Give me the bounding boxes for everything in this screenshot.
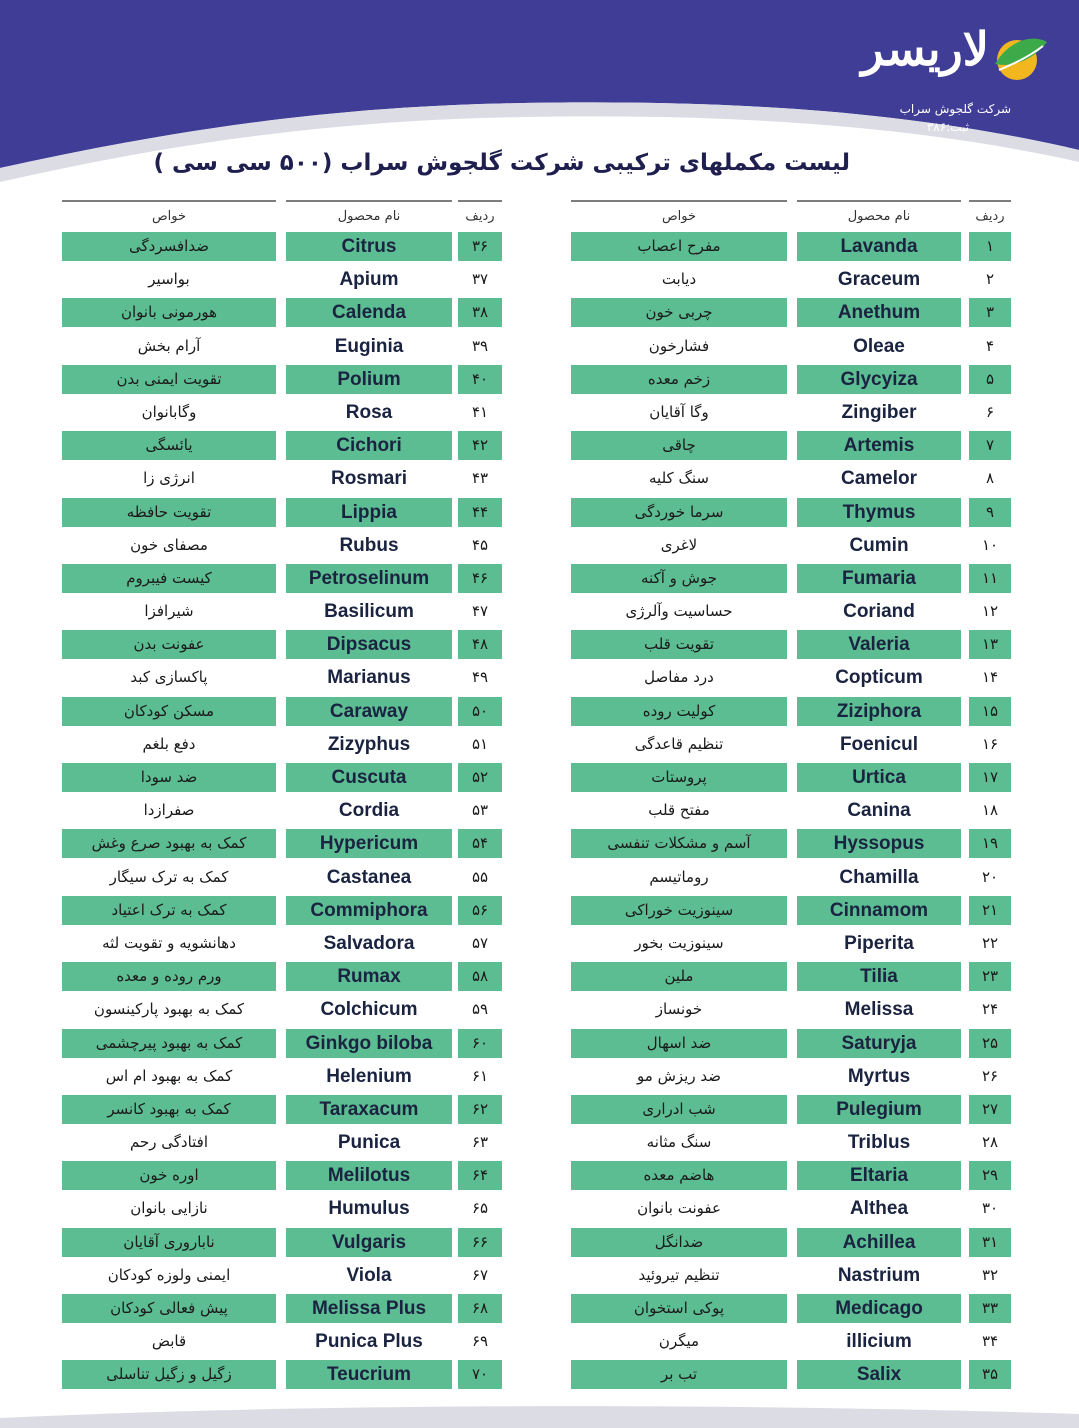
product-name: Ginkgo biloba <box>286 1029 452 1058</box>
product-name: Althea <box>849 1198 909 1220</box>
row-number: ۴۳ <box>471 469 489 488</box>
product-name: Polium <box>286 365 452 394</box>
product-name: Myrtus <box>847 1065 911 1087</box>
product-properties: تب بر <box>571 1360 787 1389</box>
product-name: Urtica <box>797 763 961 792</box>
product-properties: پیش فعالی کودکان <box>62 1294 276 1323</box>
row-number: ۳۷ <box>471 270 489 289</box>
row-number: ۴۵ <box>471 535 489 554</box>
product-name: Hypericum <box>286 829 452 858</box>
product-name: Apium <box>339 269 399 291</box>
row-number: ۵۳ <box>471 801 489 820</box>
product-properties: کمک به بهبود پیرچشمی <box>62 1029 276 1058</box>
product-name: Rosa <box>345 401 393 423</box>
product-properties: میگرن <box>658 1332 700 1351</box>
product-properties: کولیت روده <box>571 697 787 726</box>
product-properties: ناباروری آقایان <box>62 1228 276 1257</box>
row-number: ۵۱ <box>471 734 489 753</box>
row-number: ۲ <box>985 270 995 289</box>
product-properties: صفرازدا <box>143 801 195 820</box>
header-product-name: نام محصول <box>286 200 452 228</box>
product-name: Valeria <box>797 630 961 659</box>
product-name: Euginia <box>334 335 404 357</box>
product-name: Rosmari <box>330 468 408 490</box>
page-title: لیست مکملهای ترکیبی شرکت گلجوش سراب (۵۰۰ سی سی ) <box>153 150 850 176</box>
row-number: ۶۷ <box>471 1265 489 1284</box>
row-number: ۴۶ <box>458 564 502 593</box>
product-name: Medicago <box>797 1294 961 1323</box>
product-properties: تقویت حافظه <box>62 498 276 527</box>
row-number: ۴ <box>985 336 995 355</box>
row-number: ۶۲ <box>458 1095 502 1124</box>
product-name: Petroselinum <box>286 564 452 593</box>
product-properties: پروستات <box>571 763 787 792</box>
product-properties: سنگ کلیه <box>649 469 709 488</box>
row-number: ۳۲ <box>981 1265 999 1284</box>
product-properties: وگابانوان <box>141 402 197 421</box>
row-number: ۵۲ <box>458 763 502 792</box>
product-name: Colchicum <box>320 999 418 1021</box>
product-properties: ورم روده و معده <box>62 962 276 991</box>
product-properties: ضد ریزش مو <box>637 1066 721 1085</box>
row-number: ۶۹ <box>471 1332 489 1351</box>
product-properties: ضدانگل <box>571 1228 787 1257</box>
row-number: ۵ <box>969 365 1011 394</box>
product-properties: کمک به ترک اعتیاد <box>62 896 276 925</box>
product-properties: چربی خون <box>571 298 787 327</box>
product-name: Taraxacum <box>286 1095 452 1124</box>
product-name: Piperita <box>844 932 914 954</box>
product-name: Lippia <box>286 498 452 527</box>
product-properties: لاغری <box>660 535 698 554</box>
row-number: ۱۷ <box>969 763 1011 792</box>
product-properties: عفونت بانوان <box>637 1199 721 1218</box>
product-properties: افتادگی رحم <box>129 1133 209 1152</box>
row-number: ۴۰ <box>458 365 502 394</box>
product-properties: هاضم معده <box>571 1161 787 1190</box>
product-properties: آرام بخش <box>137 336 201 355</box>
product-properties: کمک به ترک سیگار <box>109 867 229 886</box>
row-number: ۲۰ <box>981 867 999 886</box>
row-number: ۶۴ <box>458 1161 502 1190</box>
product-properties: وگا آقایان <box>649 402 709 421</box>
product-properties: کمک به بهبود ام اس <box>105 1066 233 1085</box>
product-name: Basilicum <box>324 601 414 623</box>
footer-wave <box>0 1400 1079 1428</box>
row-number: ۱۳ <box>969 630 1011 659</box>
product-properties: دهانشویه و تقویت لثه <box>102 933 236 952</box>
product-properties: تقویت قلب <box>571 630 787 659</box>
product-properties: شیرافزا <box>144 602 194 621</box>
product-name: Viola <box>346 1264 392 1286</box>
row-number: ۷۰ <box>458 1360 502 1389</box>
row-number: ۴۲ <box>458 431 502 460</box>
row-number: ۵۰ <box>458 697 502 726</box>
row-number: ۴۹ <box>471 668 489 687</box>
product-name: Marianus <box>327 667 411 689</box>
row-number: ۴۷ <box>471 602 489 621</box>
product-name: Humulus <box>328 1198 410 1220</box>
row-number: ۱۸ <box>981 801 999 820</box>
product-properties: سینوزیت بخور <box>634 933 724 952</box>
row-number: ۱۲ <box>981 602 999 621</box>
product-properties: مصفای خون <box>130 535 208 554</box>
product-properties: آسم و مشکلات تنفسی <box>571 829 787 858</box>
row-number: ۱۱ <box>969 564 1011 593</box>
product-properties: ضد اسهال <box>571 1029 787 1058</box>
company-name: شرکت گلجوش سراب <box>899 102 1011 116</box>
product-name: Cinnamom <box>797 896 961 925</box>
registration-number: ثبت:۳۸۶ <box>926 120 969 134</box>
header-properties: خواص <box>62 200 276 228</box>
row-number: ۵۷ <box>471 933 489 952</box>
row-number: ۵۵ <box>471 867 489 886</box>
row-number: ۷ <box>969 431 1011 460</box>
product-name: Punica <box>337 1132 401 1154</box>
product-name: Rumax <box>286 962 452 991</box>
product-name: Artemis <box>797 431 961 460</box>
product-name: Vulgaris <box>286 1228 452 1257</box>
product-properties: زگیل و زگیل تناسلی <box>62 1360 276 1389</box>
product-name: Glycyiza <box>797 365 961 394</box>
product-name: Copticum <box>835 667 923 689</box>
row-number: ۲۲ <box>981 933 999 952</box>
product-properties: خونساز <box>655 1000 703 1019</box>
product-name: Canina <box>847 800 911 822</box>
product-name: Helenium <box>326 1065 412 1087</box>
product-name: Caraway <box>286 697 452 726</box>
row-number: ۲۳ <box>969 962 1011 991</box>
product-name: Graceum <box>837 269 921 291</box>
leaf-logo-icon <box>987 24 1051 88</box>
row-number: ۸ <box>985 469 995 488</box>
row-number: ۱۵ <box>969 697 1011 726</box>
product-name: Cumin <box>849 534 909 556</box>
product-name: Salix <box>797 1360 961 1389</box>
product-properties: مفتح قلب <box>648 801 710 820</box>
row-number: ۲۱ <box>969 896 1011 925</box>
product-name: Melilotus <box>286 1161 452 1190</box>
product-name: Anethum <box>797 298 961 327</box>
product-properties: ایمنی ولوزه کودکان <box>107 1265 231 1284</box>
row-number: ۶۳ <box>471 1133 489 1152</box>
product-properties: قابض <box>151 1332 187 1351</box>
product-name: Castanea <box>326 866 412 888</box>
product-properties: یائسگی <box>62 431 276 460</box>
product-name: Teucrium <box>286 1360 452 1389</box>
product-properties: ضدافسردگی <box>62 232 276 261</box>
product-properties: فشارخون <box>648 336 710 355</box>
row-number: ۲۶ <box>981 1066 999 1085</box>
product-properties: نازایی بانوان <box>130 1199 208 1218</box>
row-number: ۳۳ <box>969 1294 1011 1323</box>
product-name: Pulegium <box>797 1095 961 1124</box>
row-number: ۱۰ <box>981 535 999 554</box>
row-number: ۳۵ <box>969 1360 1011 1389</box>
brand-name: لاریسر <box>861 22 989 76</box>
header-row-number: ردیف <box>969 200 1011 228</box>
row-number: ۶۵ <box>471 1199 489 1218</box>
row-number: ۲۸ <box>981 1133 999 1152</box>
row-number: ۳۱ <box>969 1228 1011 1257</box>
product-name: Lavanda <box>797 232 961 261</box>
product-name: illicium <box>846 1331 912 1353</box>
product-name: Tilia <box>797 962 961 991</box>
product-name: Punica Plus <box>315 1331 423 1353</box>
product-properties: تقویت ایمنی بدن <box>62 365 276 394</box>
product-properties: مفرح اعصاب <box>571 232 787 261</box>
product-properties: روماتیسم <box>649 867 709 886</box>
product-name: Rubus <box>339 534 399 556</box>
row-number: ۲۴ <box>981 1000 999 1019</box>
product-name: Saturyja <box>797 1029 961 1058</box>
product-properties: سینوزیت خوراکی <box>571 896 787 925</box>
product-name: Cuscuta <box>286 763 452 792</box>
row-number: ۵۴ <box>458 829 502 858</box>
product-name: Zizyphus <box>327 733 411 755</box>
product-properties: تنظیم تیروئید <box>638 1265 720 1284</box>
product-name: Zingiber <box>841 401 917 423</box>
row-number: ۳ <box>969 298 1011 327</box>
product-properties: انرژی زا <box>143 469 195 488</box>
product-properties: دیابت <box>661 270 697 289</box>
product-name: Coriand <box>843 601 915 623</box>
brand-logo <box>851 12 1051 132</box>
row-number: ۳۴ <box>981 1332 999 1351</box>
row-number: ۲۹ <box>969 1161 1011 1190</box>
product-name: Nastrium <box>837 1264 921 1286</box>
row-number: ۹ <box>969 498 1011 527</box>
product-name: Hyssopus <box>797 829 961 858</box>
product-properties: پاکسازی کبد <box>130 668 208 687</box>
product-properties: جوش و آکنه <box>571 564 787 593</box>
row-number: ۶۶ <box>458 1228 502 1257</box>
row-number: ۵۹ <box>471 1000 489 1019</box>
product-name: Salvadora <box>323 932 415 954</box>
row-number: ۴۴ <box>458 498 502 527</box>
product-properties: سرما خوردگی <box>571 498 787 527</box>
product-properties: چاقی <box>571 431 787 460</box>
product-properties: درد مفاصل <box>644 668 714 687</box>
product-name: Calenda <box>286 298 452 327</box>
row-number: ۳۸ <box>458 298 502 327</box>
product-properties: ملین <box>571 962 787 991</box>
product-name: Foenicul <box>839 733 919 755</box>
row-number: ۳۹ <box>471 336 489 355</box>
product-name: Commiphora <box>286 896 452 925</box>
product-properties: کمک به بهبود پارکینسون <box>93 1000 245 1019</box>
row-number: ۶۸ <box>458 1294 502 1323</box>
row-number: ۱۴ <box>981 668 999 687</box>
product-name: Cordia <box>338 800 400 822</box>
product-name: Camelor <box>840 468 918 490</box>
product-name: Triblus <box>847 1132 911 1154</box>
product-properties: شب ادراری <box>571 1095 787 1124</box>
product-properties: بواسیر <box>148 270 190 289</box>
product-name: Citrus <box>286 232 452 261</box>
row-number: ۶ <box>985 402 995 421</box>
row-number: ۲۵ <box>969 1029 1011 1058</box>
product-name: Achillea <box>797 1228 961 1257</box>
row-number: ۵۶ <box>458 896 502 925</box>
product-properties: تنظیم قاعدگی <box>634 734 724 753</box>
row-number: ۴۸ <box>458 630 502 659</box>
row-number: ۶۰ <box>458 1029 502 1058</box>
product-properties: زخم معده <box>571 365 787 394</box>
product-name: Ziziphora <box>797 697 961 726</box>
product-name: Oleae <box>853 335 905 357</box>
product-properties: مسکن کودکان <box>62 697 276 726</box>
product-properties: دفع بلغم <box>142 734 196 753</box>
product-properties: کمک به بهبود صرع وغش <box>62 829 276 858</box>
product-properties: پوکی استخوان <box>571 1294 787 1323</box>
row-number: ۳۰ <box>981 1199 999 1218</box>
product-properties: هورمونی بانوان <box>62 298 276 327</box>
product-properties: عفونت بدن <box>62 630 276 659</box>
row-number: ۶۱ <box>471 1066 489 1085</box>
product-name: Melissa <box>844 999 914 1021</box>
header-row-number: ردیف <box>458 200 502 228</box>
row-number: ۲۷ <box>969 1095 1011 1124</box>
product-name: Thymus <box>797 498 961 527</box>
product-properties: ضد سودا <box>62 763 276 792</box>
header-product-name: نام محصول <box>797 200 961 228</box>
row-number: ۳۶ <box>458 232 502 261</box>
row-number: ۱ <box>969 232 1011 261</box>
product-properties: کمک به بهبود کانسر <box>62 1095 276 1124</box>
product-name: Melissa Plus <box>286 1294 452 1323</box>
header-properties: خواص <box>571 200 787 228</box>
product-properties: سنگ مثانه <box>646 1133 712 1152</box>
product-properties: کیست فیبروم <box>62 564 276 593</box>
row-number: ۱۶ <box>981 734 999 753</box>
product-name: Dipsacus <box>286 630 452 659</box>
row-number: ۱۹ <box>969 829 1011 858</box>
product-name: Cichori <box>286 431 452 460</box>
product-properties: حساسیت وآلرژی <box>625 602 733 621</box>
product-name: Chamilla <box>839 866 919 888</box>
row-number: ۵۸ <box>458 962 502 991</box>
product-name: Fumaria <box>797 564 961 593</box>
row-number: ۴۱ <box>471 402 489 421</box>
product-properties: اوره خون <box>62 1161 276 1190</box>
product-name: Eltaria <box>797 1161 961 1190</box>
